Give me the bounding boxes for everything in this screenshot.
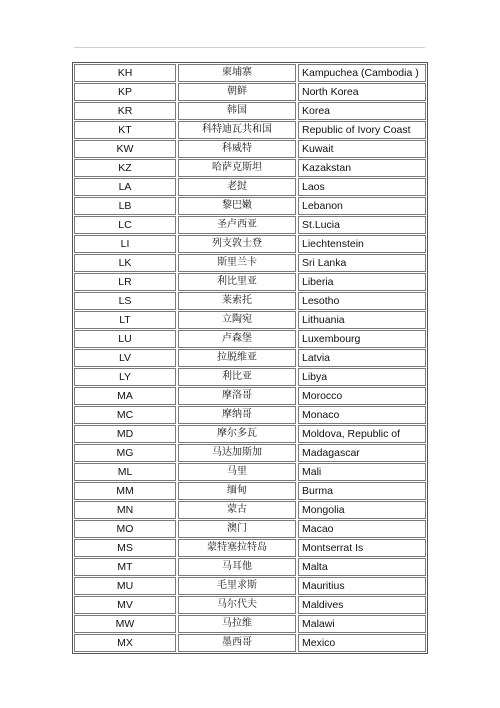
english-name-cell: North Korea: [298, 83, 426, 101]
chinese-name-cell: 拉脱维亚: [178, 349, 296, 367]
country-code-cell: MA: [74, 387, 176, 405]
english-name-cell: Luxembourg: [298, 330, 426, 348]
english-name-cell: Moldova, Republic of: [298, 425, 426, 443]
english-name-cell: Sri Lanka: [298, 254, 426, 272]
country-code-cell: LY: [74, 368, 176, 386]
english-name-cell: Mexico: [298, 634, 426, 652]
chinese-name-cell: 黎巴嫩: [178, 197, 296, 215]
chinese-name-cell: 科威特: [178, 140, 296, 158]
table-row: [74, 520, 426, 538]
chinese-name-cell: 马拉维: [178, 615, 296, 633]
country-code-cell: LC: [74, 216, 176, 234]
english-name-cell: Kampuchea (Cambodia ): [298, 64, 426, 82]
english-name-cell: Mali: [298, 463, 426, 481]
header-rule: [74, 47, 425, 48]
chinese-name-cell: 列支敦士登: [178, 235, 296, 253]
english-name-cell: Malawi: [298, 615, 426, 633]
chinese-name-cell: 蒙古: [178, 501, 296, 519]
table-row: [74, 140, 426, 158]
country-code-cell: KP: [74, 83, 176, 101]
country-code-cell: MG: [74, 444, 176, 462]
chinese-name-cell: 科特迪瓦共和国: [178, 121, 296, 139]
table-row: [74, 558, 426, 576]
english-name-cell: Laos: [298, 178, 426, 196]
table-row: [74, 311, 426, 329]
english-name-cell: Lebanon: [298, 197, 426, 215]
country-code-cell: KZ: [74, 159, 176, 177]
chinese-name-cell: 马达加斯加: [178, 444, 296, 462]
english-name-cell: Libya: [298, 368, 426, 386]
table-row: [74, 615, 426, 633]
country-code-cell: MM: [74, 482, 176, 500]
table-row: [74, 235, 426, 253]
table-row: [74, 577, 426, 595]
country-code-cell: MX: [74, 634, 176, 652]
english-name-cell: Liberia: [298, 273, 426, 291]
chinese-name-cell: 摩尔多瓦: [178, 425, 296, 443]
table-row: [74, 197, 426, 215]
table-row: [74, 273, 426, 291]
chinese-name-cell: 摩纳哥: [178, 406, 296, 424]
country-code-cell: KH: [74, 64, 176, 82]
chinese-name-cell: 立陶宛: [178, 311, 296, 329]
country-code-cell: LI: [74, 235, 176, 253]
english-name-cell: Burma: [298, 482, 426, 500]
english-name-cell: Morocco: [298, 387, 426, 405]
chinese-name-cell: 哈萨克斯坦: [178, 159, 296, 177]
english-name-cell: Republic of Ivory Coast: [298, 121, 426, 139]
table-row: [74, 64, 426, 82]
english-name-cell: Lithuania: [298, 311, 426, 329]
chinese-name-cell: 莱索托: [178, 292, 296, 310]
english-name-cell: Mongolia: [298, 501, 426, 519]
english-name-cell: Mauritius: [298, 577, 426, 595]
country-code-cell: LU: [74, 330, 176, 348]
english-name-cell: Lesotho: [298, 292, 426, 310]
chinese-name-cell: 缅甸: [178, 482, 296, 500]
english-name-cell: Malta: [298, 558, 426, 576]
table-row: [74, 368, 426, 386]
table-row: [74, 254, 426, 272]
country-code-cell: LB: [74, 197, 176, 215]
table-row: [74, 444, 426, 462]
table-row: [74, 463, 426, 481]
english-name-cell: Kazakstan: [298, 159, 426, 177]
table-row: [74, 121, 426, 139]
chinese-name-cell: 斯里兰卡: [178, 254, 296, 272]
country-code-cell: MN: [74, 501, 176, 519]
country-code-cell: KR: [74, 102, 176, 120]
country-code-cell: MW: [74, 615, 176, 633]
chinese-name-cell: 圣卢西亚: [178, 216, 296, 234]
table-row: [74, 634, 426, 652]
country-code-cell: MU: [74, 577, 176, 595]
country-code-cell: MV: [74, 596, 176, 614]
chinese-name-cell: 马尔代夫: [178, 596, 296, 614]
chinese-name-cell: 柬埔寨: [178, 64, 296, 82]
english-name-cell: Liechtenstein: [298, 235, 426, 253]
chinese-name-cell: 韩国: [178, 102, 296, 120]
english-name-cell: Montserrat Is: [298, 539, 426, 557]
table-row: [74, 501, 426, 519]
country-code-cell: MT: [74, 558, 176, 576]
country-code-cell: MS: [74, 539, 176, 557]
country-code-cell: KT: [74, 121, 176, 139]
country-code-cell: LV: [74, 349, 176, 367]
table-row: [74, 482, 426, 500]
table-row: [74, 292, 426, 310]
country-code-cell: LR: [74, 273, 176, 291]
table-row: [74, 387, 426, 405]
country-code-cell: KW: [74, 140, 176, 158]
table-row: [74, 349, 426, 367]
country-code-cell: LA: [74, 178, 176, 196]
chinese-name-cell: 利比亚: [178, 368, 296, 386]
chinese-name-cell: 卢森堡: [178, 330, 296, 348]
chinese-name-cell: 墨西哥: [178, 634, 296, 652]
chinese-name-cell: 朝鲜: [178, 83, 296, 101]
table-row: [74, 406, 426, 424]
english-name-cell: Monaco: [298, 406, 426, 424]
table-row: [74, 425, 426, 443]
table-row: [74, 83, 426, 101]
english-name-cell: Latvia: [298, 349, 426, 367]
chinese-name-cell: 蒙特塞拉特岛: [178, 539, 296, 557]
table-row: [74, 178, 426, 196]
country-code-cell: MO: [74, 520, 176, 538]
chinese-name-cell: 马里: [178, 463, 296, 481]
chinese-name-cell: 澳门: [178, 520, 296, 538]
english-name-cell: Korea: [298, 102, 426, 120]
country-code-cell: LK: [74, 254, 176, 272]
country-code-cell: LS: [74, 292, 176, 310]
country-code-cell: LT: [74, 311, 176, 329]
country-code-table: [72, 62, 428, 654]
english-name-cell: Madagascar: [298, 444, 426, 462]
english-name-cell: St.Lucia: [298, 216, 426, 234]
english-name-cell: Macao: [298, 520, 426, 538]
chinese-name-cell: 摩洛哥: [178, 387, 296, 405]
table-row: [74, 596, 426, 614]
table-row: [74, 330, 426, 348]
table-row: [74, 539, 426, 557]
country-code-cell: MC: [74, 406, 176, 424]
table-row: [74, 216, 426, 234]
english-name-cell: Kuwait: [298, 140, 426, 158]
table-row: [74, 159, 426, 177]
chinese-name-cell: 毛里求斯: [178, 577, 296, 595]
country-code-cell: MD: [74, 425, 176, 443]
chinese-name-cell: 马耳他: [178, 558, 296, 576]
chinese-name-cell: 利比里亚: [178, 273, 296, 291]
english-name-cell: Maldives: [298, 596, 426, 614]
table-row: [74, 102, 426, 120]
country-code-cell: ML: [74, 463, 176, 481]
chinese-name-cell: 老挝: [178, 178, 296, 196]
